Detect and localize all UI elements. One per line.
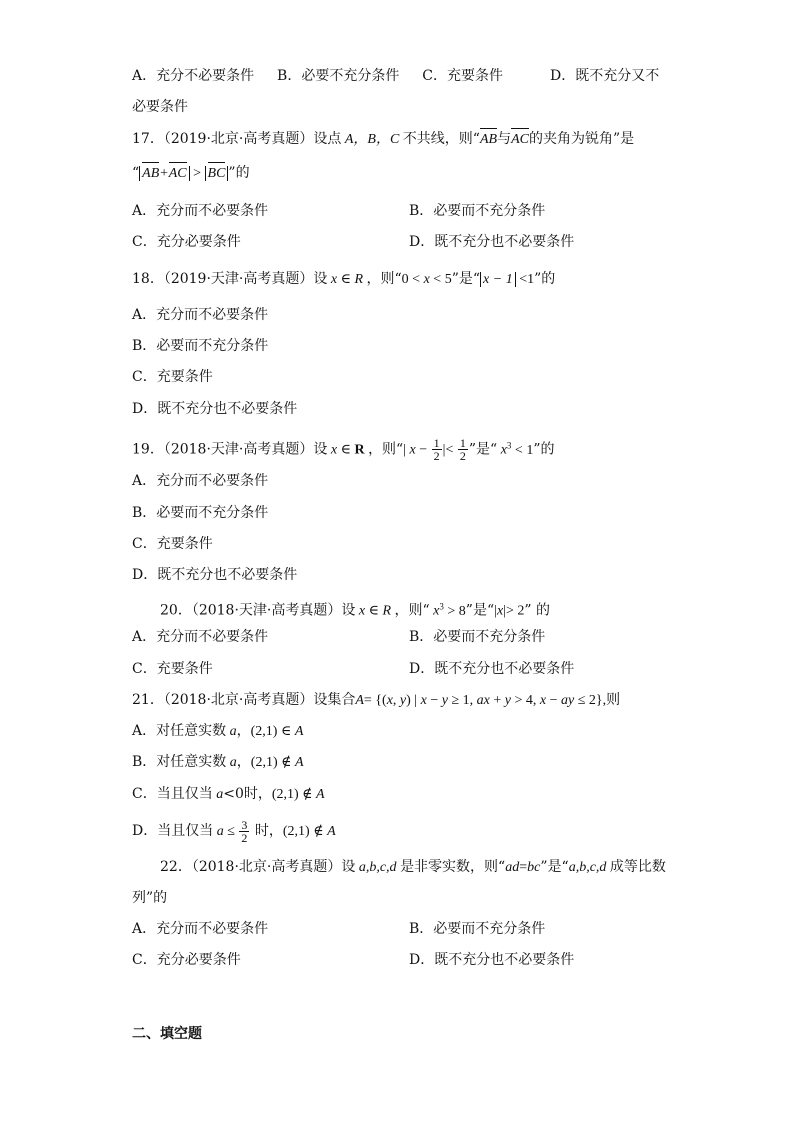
q16-options xyxy=(132,66,503,86)
q21-option-c[interactable]: C．当且仅当 a<0时，(2,1) ∉ A xyxy=(132,786,325,802)
q20-option-b[interactable]: B．必要而不充分条件 xyxy=(409,629,546,645)
q18-stem: 18．（2019·天津·高考真题）设 x ∈ R ，则“0 < x < 5”是“ x − 1 <1”的 xyxy=(132,271,556,287)
q17-option-b[interactable]: B．必要而不充分条件 xyxy=(409,203,546,219)
q22-option-d[interactable]: D．既不充分也不必要条件 xyxy=(409,952,575,968)
q17-option-c[interactable]: C．充分必要条件 xyxy=(132,234,241,250)
q21-option-b[interactable]: B．对任意实数 a，(2,1) ∉ A xyxy=(132,754,304,770)
q18-option-d[interactable]: D．既不充分也不必要条件 xyxy=(132,401,298,417)
q18-option-c[interactable]: C．充要条件 xyxy=(132,369,213,385)
q19-option-d[interactable]: D．既不充分也不必要条件 xyxy=(132,567,298,583)
q17-option-a[interactable]: A．充分而不必要条件 xyxy=(132,203,269,219)
q20-stem: 20．（2018·天津·高考真题）设 x ∈ R ，则“ $x^3 > 8$”是“|x|> 2” 的 xyxy=(160,601,550,619)
q17-stem-2: “ AB+AC > BC ”的 xyxy=(132,163,250,184)
q16-option-c[interactable]: C．充要条件 xyxy=(422,68,503,84)
q16-option-a[interactable]: A．充分不必要条件 xyxy=(132,68,255,84)
q22-stem: 22．（2018·北京·高考真题）设 a,b,c,d 是非零实数，则“ad=bc”是“a,b,c,d 成等比数 xyxy=(160,859,666,875)
q21-stem: 21．（2018·北京·高考真题）设集合A= {(x, y) | x − y ≥ 1, ax + y > 4, x − ay ≤ 2},则 xyxy=(132,692,621,708)
q22-stem-2: 列”的 xyxy=(132,890,168,906)
q16-option-d[interactable]: D．既不充分又不 xyxy=(550,68,660,84)
q17-option-d[interactable]: D．既不充分也不必要条件 xyxy=(409,234,575,250)
q17-stem: 17．（2019·北京·高考真题）设点 A，B，C 不共线，则“AB与AC的夹角为锐角”是 xyxy=(132,129,634,150)
q19-stem: 19．（2018·天津·高考真题）设 x ∈ R ，则“| x − $\frac{1}{2}$ |< $\frac{1}{2}$ ”是“ $x^3 < 1$”的 xyxy=(132,436,555,464)
q16-option-d-cont: 必要条件 xyxy=(132,99,188,115)
q21-option-d[interactable]: D．当且仅当 a ≤ $\frac{3}{2}$ 时，(2,1) ∉ A xyxy=(132,817,336,845)
q20-option-d[interactable]: D．既不充分也不必要条件 xyxy=(409,661,575,677)
q19-option-a[interactable]: A．充分而不必要条件 xyxy=(132,473,269,489)
q22-option-c[interactable]: C．充分必要条件 xyxy=(132,952,241,968)
q21-option-a[interactable]: A．对任意实数 a，(2,1) ∈ A xyxy=(132,723,304,739)
q22-option-a[interactable]: A．充分而不必要条件 xyxy=(132,921,269,937)
q20-option-a[interactable]: A．充分而不必要条件 xyxy=(132,629,269,645)
q19-option-b[interactable]: B．必要而不充分条件 xyxy=(132,505,269,521)
q18-option-a[interactable]: A．充分而不必要条件 xyxy=(132,307,269,323)
q20-option-c[interactable]: C．充要条件 xyxy=(132,661,213,677)
q22-option-b[interactable]: B．必要而不充分条件 xyxy=(409,921,546,937)
q16-option-b[interactable]: B．必要不充分条件 xyxy=(277,68,400,84)
section-title: 二、填空题 xyxy=(132,1026,202,1042)
q18-option-b[interactable]: B．必要而不充分条件 xyxy=(132,338,269,354)
q19-option-c[interactable]: C．充要条件 xyxy=(132,536,213,552)
